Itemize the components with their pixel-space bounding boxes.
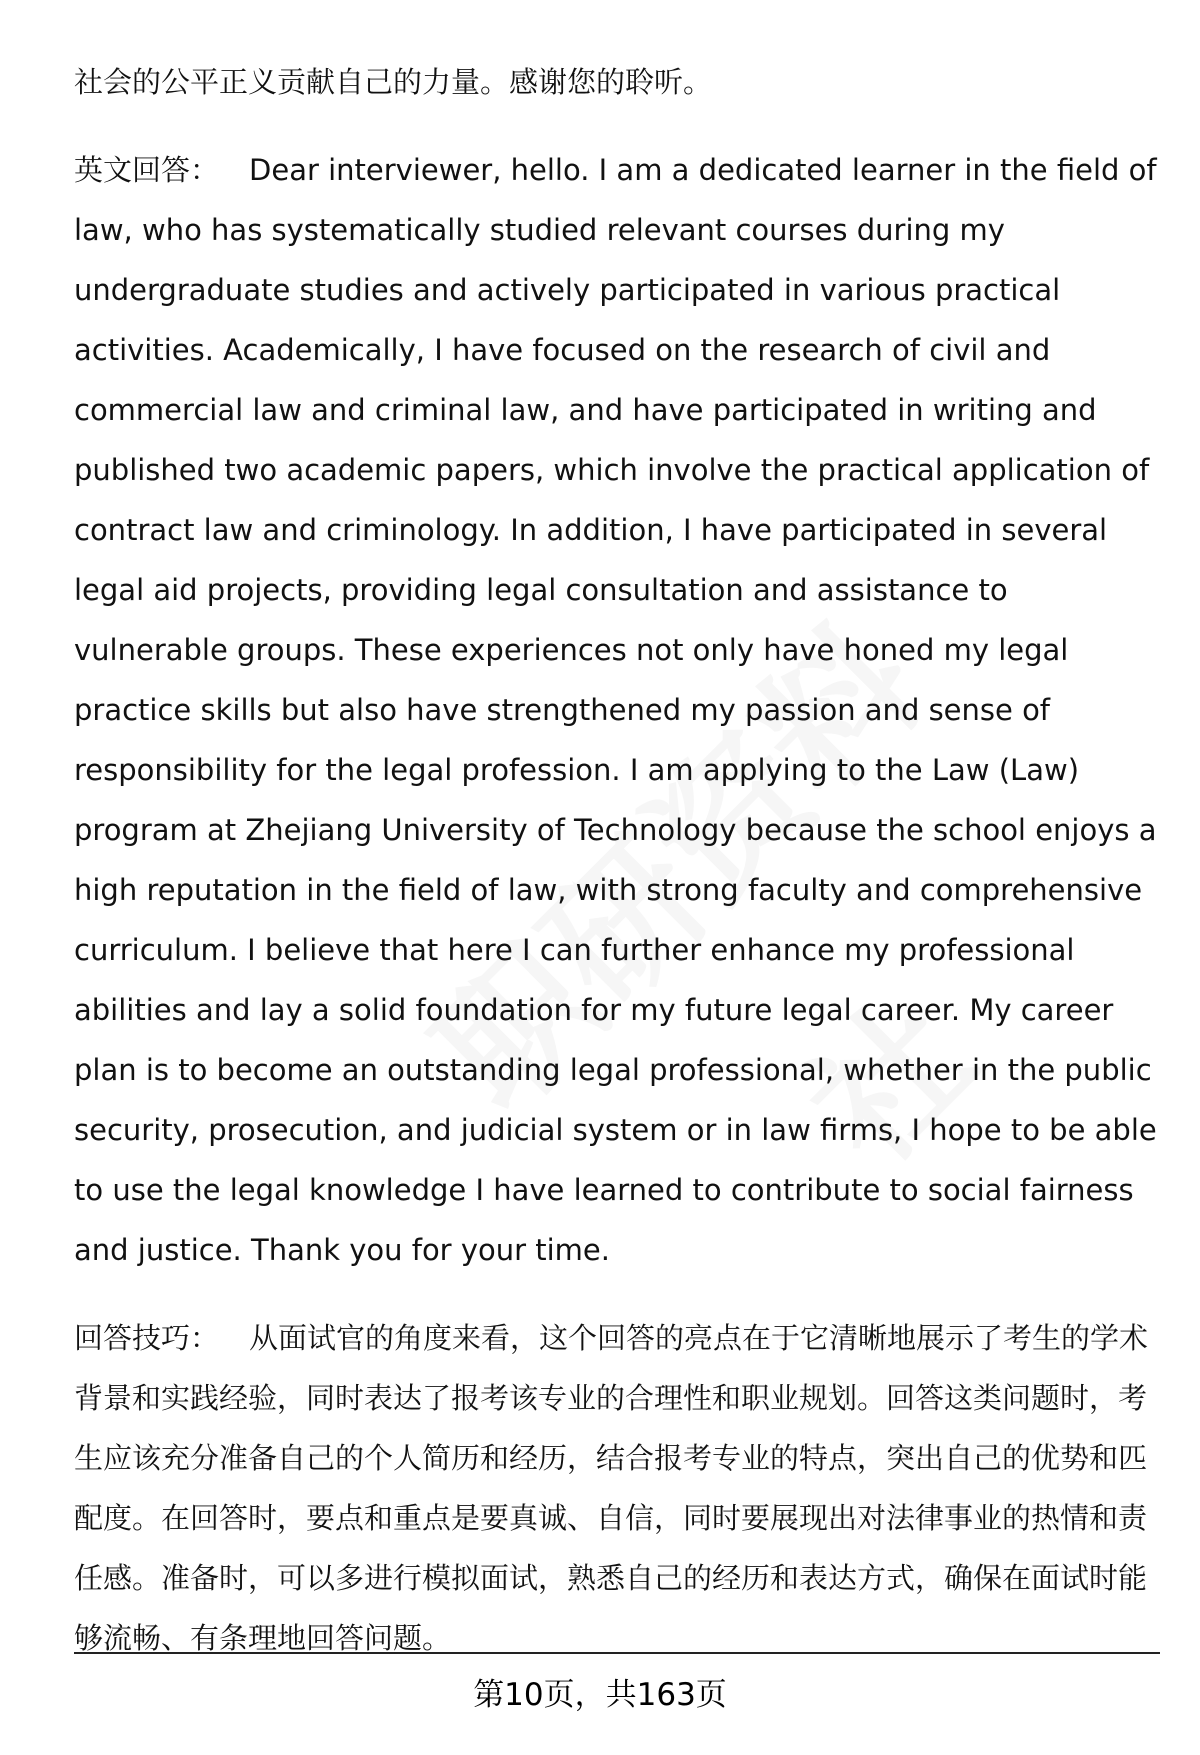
english-answer-label: 英文回答： [74,153,220,187]
answer-tips-paragraph [74,1308,1160,1668]
english-answer-text: Dear interviewer, hello. I am a dedicated learner in the field of law, who has systematically studied relevant courses during my undergraduate studies and actively participated in various practical activities. Academically, I have focused on the research of civil and commercial law and criminal law, and have participated in writing and published two academic papers, which involve the practical application of contract law and criminology. In addition, I have participated in several legal aid projects, providing legal consultation and assistance to vulnerable groups. These experiences not only have honed my legal practice skills but also have strengthened my passion and sense of responsibility for the legal profession. I am applying to the Law (Law) program at Zhejiang University of Technology because the school enjoys a high reputation in the field of law, with strong faculty and comprehensive curriculum. I believe that here I can further enhance my professional abilities and lay a solid foundation for my future legal career. My career plan is to become an outstanding legal professional, whether in the public security, prosecution, and judicial system or in law firms, I hope to be able to use the legal knowledge I have learned to contribute to social fairness and justice. Thank you for your time. [74,153,1157,1267]
page-number: 第10页，共163页 [473,1677,727,1713]
answer-tips-text: 从面试官的角度来看，这个回答的亮点在于它清晰地展示了考生的学术背景和实践经验，同时表达了报考该专业的合理性和职业规划。回答这类问题时，考生应该充分准备自己的个人简历和经历，结合报考专业的特点，突出自己的优势和匹配度。在回答时，要点和重点是要真诚、自信，同时要展现出对法律事业的热情和责任感。准备时，可以多进行模拟面试，熟悉自己的经历和表达方式，确保在面试时能够流畅、有条理地回答问题。 [74,1321,1149,1655]
intro-paragraph [74,52,1160,112]
intro-text: 社会的公平正义贡献自己的力量。感谢您的聆听。 [74,65,713,99]
document-body [74,52,1160,1696]
answer-tips-label: 回答技巧： [74,1321,220,1355]
footer-divider [74,1652,1160,1654]
english-answer-paragraph [74,140,1160,1280]
